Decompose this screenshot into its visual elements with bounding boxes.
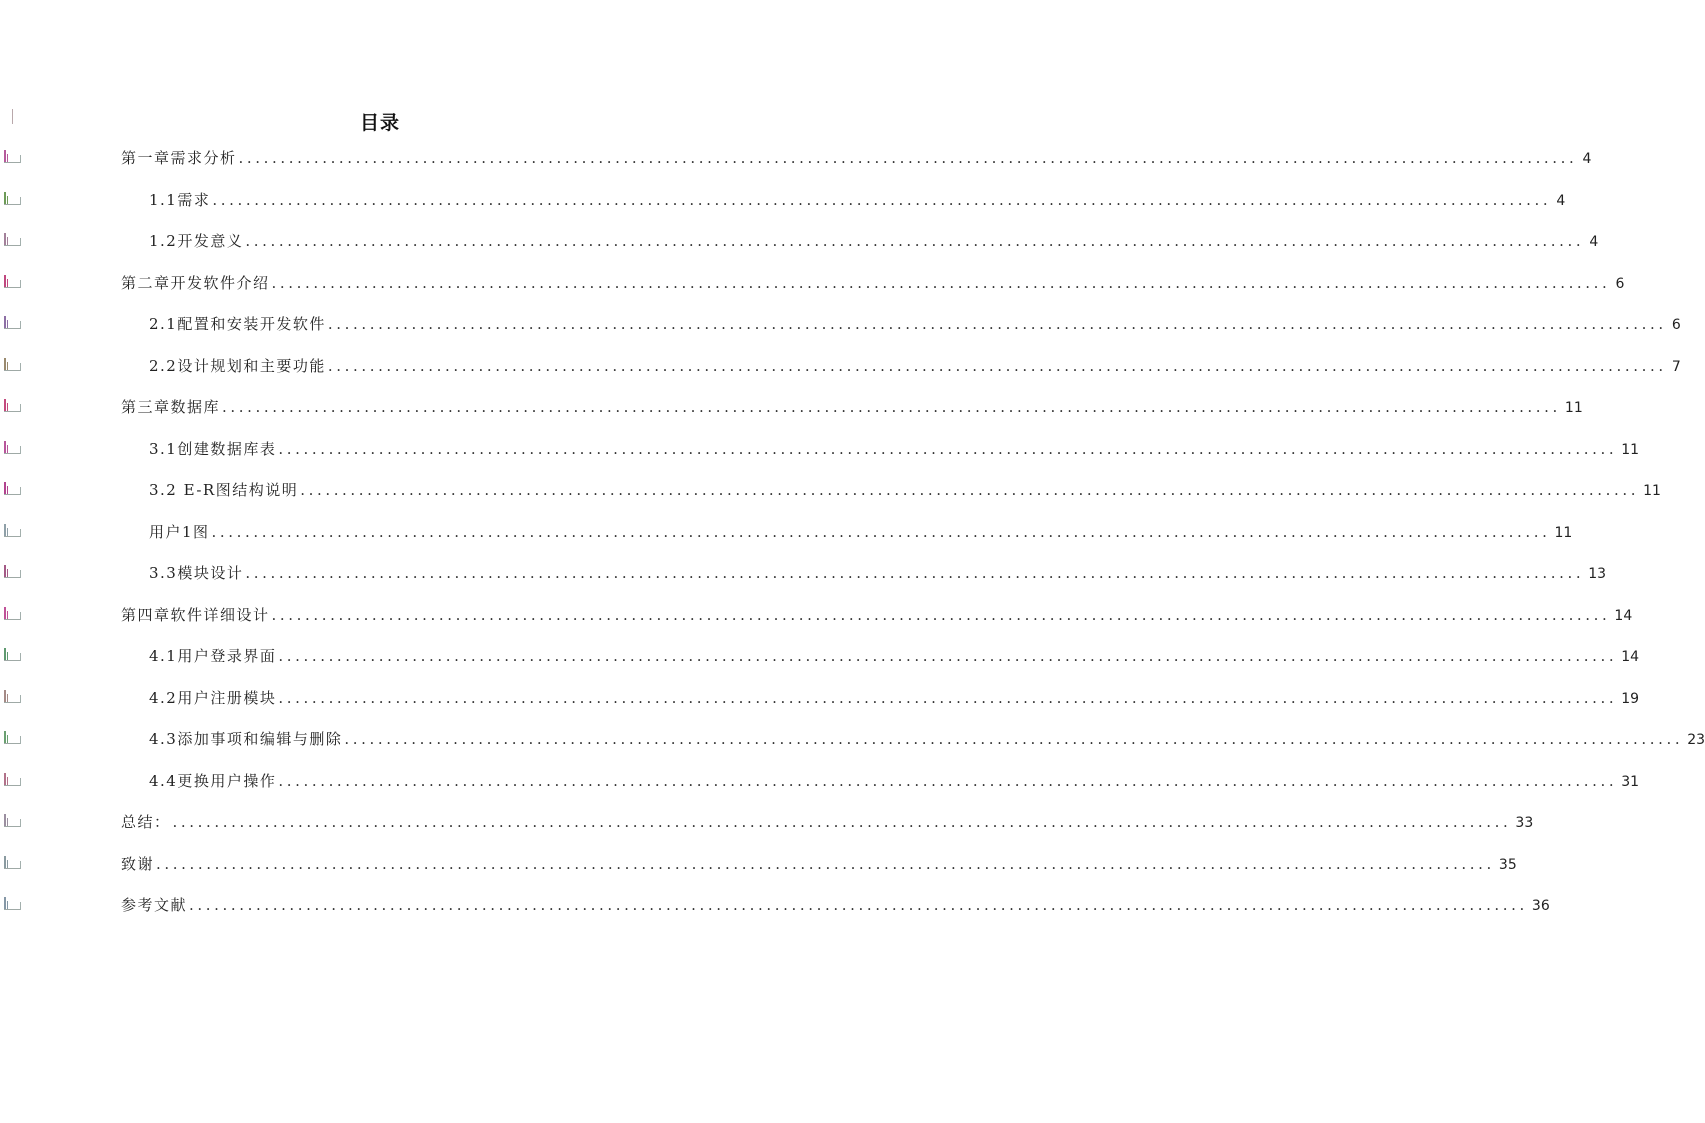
toc-entry-row (149, 481, 1661, 500)
toc-dot-leader: ................................................................................................................................................................ (300, 481, 1640, 499)
toc-entry-title[interactable]: 1.2开发意义 (149, 232, 244, 250)
toc-entry-title[interactable]: 4.1用户登录界面 (149, 647, 277, 665)
toc-entry[interactable] (0, 761, 1640, 797)
toc-entry-title[interactable]: 3.1创建数据库表 (149, 439, 277, 458)
field-marker-icon (4, 233, 21, 246)
toc-entry-title[interactable]: 3.2 E-R图结构说明 (149, 481, 299, 499)
toc-dot-leader: ................................................................................................................................................................ (156, 854, 1495, 873)
toc-dot-leader: ................................................................................................................................................................ (344, 730, 1684, 748)
toc-entry[interactable] (0, 180, 1566, 216)
toc-entry-row (149, 315, 1681, 334)
toc-entry-row (121, 813, 1534, 832)
toc-page-number: 4 (1582, 151, 1592, 167)
toc-entry-row (149, 647, 1640, 666)
toc-page-number: 6 (1671, 317, 1681, 333)
toc-entry[interactable] (0, 138, 1592, 174)
toc-entry-row (121, 149, 1592, 168)
toc-entry-title[interactable]: 第二章开发软件介绍 (121, 273, 270, 292)
toc-page-number: 13 (1588, 566, 1607, 582)
toc-entry-title[interactable]: 参考文献 (121, 896, 188, 914)
toc-entry[interactable] (0, 802, 1534, 838)
toc-dot-leader: ................................................................................................................................................................ (189, 896, 1528, 914)
toc-entry-title[interactable]: 1.1需求 (149, 190, 211, 209)
field-marker-icon (4, 897, 21, 910)
toc-entry-row (149, 356, 1681, 376)
toc-entry-row (121, 273, 1625, 293)
toc-dot-leader: ................................................................................................................................................................ (278, 688, 1618, 707)
toc-entry-row (121, 398, 1583, 417)
toc-entry-row (121, 896, 1550, 915)
toc-page-number: 11 (1554, 524, 1573, 541)
toc-entry[interactable] (0, 512, 1573, 548)
toc-page-number: 19 (1621, 690, 1640, 707)
toc-entry[interactable] (0, 470, 1661, 506)
toc-page-number: 14 (1621, 649, 1640, 665)
toc-dot-leader: ................................................................................................................................................................ (271, 273, 1611, 292)
toc-dot-leader: ................................................................................................................................................................ (212, 190, 1552, 209)
toc-entry-title[interactable]: 2.1配置和安装开发软件 (149, 315, 326, 333)
field-marker-icon (4, 565, 21, 578)
field-marker-icon (4, 275, 21, 288)
toc-page-number: 4 (1556, 192, 1566, 209)
field-marker-icon (4, 731, 21, 744)
toc-dot-leader: ................................................................................................................................................................ (245, 564, 1585, 582)
toc-page-number: 6 (1615, 275, 1625, 292)
toc-entry[interactable] (0, 221, 1599, 257)
field-marker-icon (4, 773, 21, 786)
toc-entry-title[interactable]: 4.4更换用户操作 (149, 771, 277, 790)
toc-page-number: 11 (1621, 441, 1640, 458)
toc-dot-leader: ................................................................................................................................................................ (278, 439, 1618, 458)
toc-page-number: 14 (1614, 607, 1633, 624)
toc-entry[interactable] (0, 346, 1681, 382)
toc-dot-leader: ................................................................................................................................................................ (211, 522, 1551, 541)
toc-page-number: 7 (1671, 358, 1681, 375)
toc-page-number: 33 (1515, 815, 1534, 831)
toc-entry[interactable] (0, 263, 1625, 299)
toc-page-number: 36 (1531, 898, 1550, 914)
toc-dot-leader: ................................................................................................................................................................ (238, 149, 1578, 167)
toc-entry-row (149, 564, 1607, 583)
toc-entry[interactable] (0, 678, 1640, 714)
toc-entry[interactable] (0, 553, 1607, 589)
toc-dot-leader: ................................................................................................................................................................ (278, 647, 1618, 665)
toc-dot-leader: ................................................................................................................................................................ (327, 356, 1667, 375)
toc-page-number: 11 (1643, 483, 1661, 499)
field-marker-icon (4, 856, 21, 869)
field-marker-icon (4, 192, 21, 205)
toc-page-number: 23 (1687, 732, 1705, 748)
toc-entry[interactable] (0, 429, 1640, 465)
toc-page-number: 31 (1621, 773, 1640, 790)
toc-entry-title[interactable]: 4.2用户注册模块 (149, 688, 277, 707)
field-marker-icon (4, 690, 21, 703)
toc-entry[interactable] (0, 387, 1583, 423)
toc-title: 目录 (359, 112, 400, 134)
toc-entry-title[interactable]: 第一章需求分析 (121, 149, 237, 167)
toc-entry-row (149, 439, 1640, 459)
toc-entry-title[interactable]: 第四章软件详细设计 (121, 605, 270, 624)
field-marker-icon (4, 358, 21, 371)
toc-page-number: 11 (1564, 400, 1583, 416)
field-marker-icon (4, 316, 21, 329)
toc-entry-title[interactable]: 第三章数据库 (121, 398, 221, 416)
field-marker-icon (4, 482, 21, 495)
field-marker-icon (4, 399, 21, 412)
field-marker-icon (4, 150, 21, 163)
toc-entry[interactable] (0, 719, 1705, 755)
toc-dot-leader: ................................................................................................................................................................ (172, 813, 1512, 831)
toc-dot-leader: ................................................................................................................................................................ (278, 771, 1618, 790)
toc-entry-title[interactable]: 致谢 (121, 854, 155, 873)
field-marker-icon (4, 607, 21, 620)
toc-entry-row (149, 190, 1566, 210)
toc-entry-row (149, 730, 1705, 749)
toc-entry-title[interactable]: 总结： (121, 813, 171, 831)
field-marker-icon (4, 648, 21, 661)
toc-dot-leader: ................................................................................................................................................................ (245, 232, 1585, 250)
toc-entry[interactable] (0, 885, 1550, 921)
toc-entry-row (149, 771, 1640, 791)
toc-entry-row (149, 688, 1640, 708)
toc-entry-row (121, 854, 1517, 874)
field-marker-icon (4, 814, 21, 827)
toc-entry[interactable] (0, 595, 1633, 631)
toc-entry-row (149, 232, 1599, 251)
toc-entry[interactable] (0, 844, 1517, 880)
toc-entry-row (149, 522, 1573, 542)
field-marker-icon (4, 524, 21, 537)
toc-entry[interactable] (0, 304, 1681, 340)
toc-entry[interactable] (0, 636, 1640, 672)
toc-entry-title[interactable]: 3.3模块设计 (149, 564, 244, 582)
toc-entry-row (121, 605, 1633, 625)
toc-dot-leader: ................................................................................................................................................................ (327, 315, 1667, 333)
toc-entry-title[interactable]: 2.2设计规划和主要功能 (149, 356, 326, 375)
toc-entry-title[interactable]: 用户1图 (149, 522, 210, 541)
toc-page-number: 4 (1589, 234, 1599, 250)
field-marker-icon (4, 441, 21, 454)
toc-entry-title[interactable]: 4.3添加事项和编辑与删除 (149, 730, 343, 748)
toc-dot-leader: ................................................................................................................................................................ (271, 605, 1611, 624)
toc-page-number: 35 (1498, 856, 1517, 873)
toc-dot-leader: ................................................................................................................................................................ (222, 398, 1561, 416)
